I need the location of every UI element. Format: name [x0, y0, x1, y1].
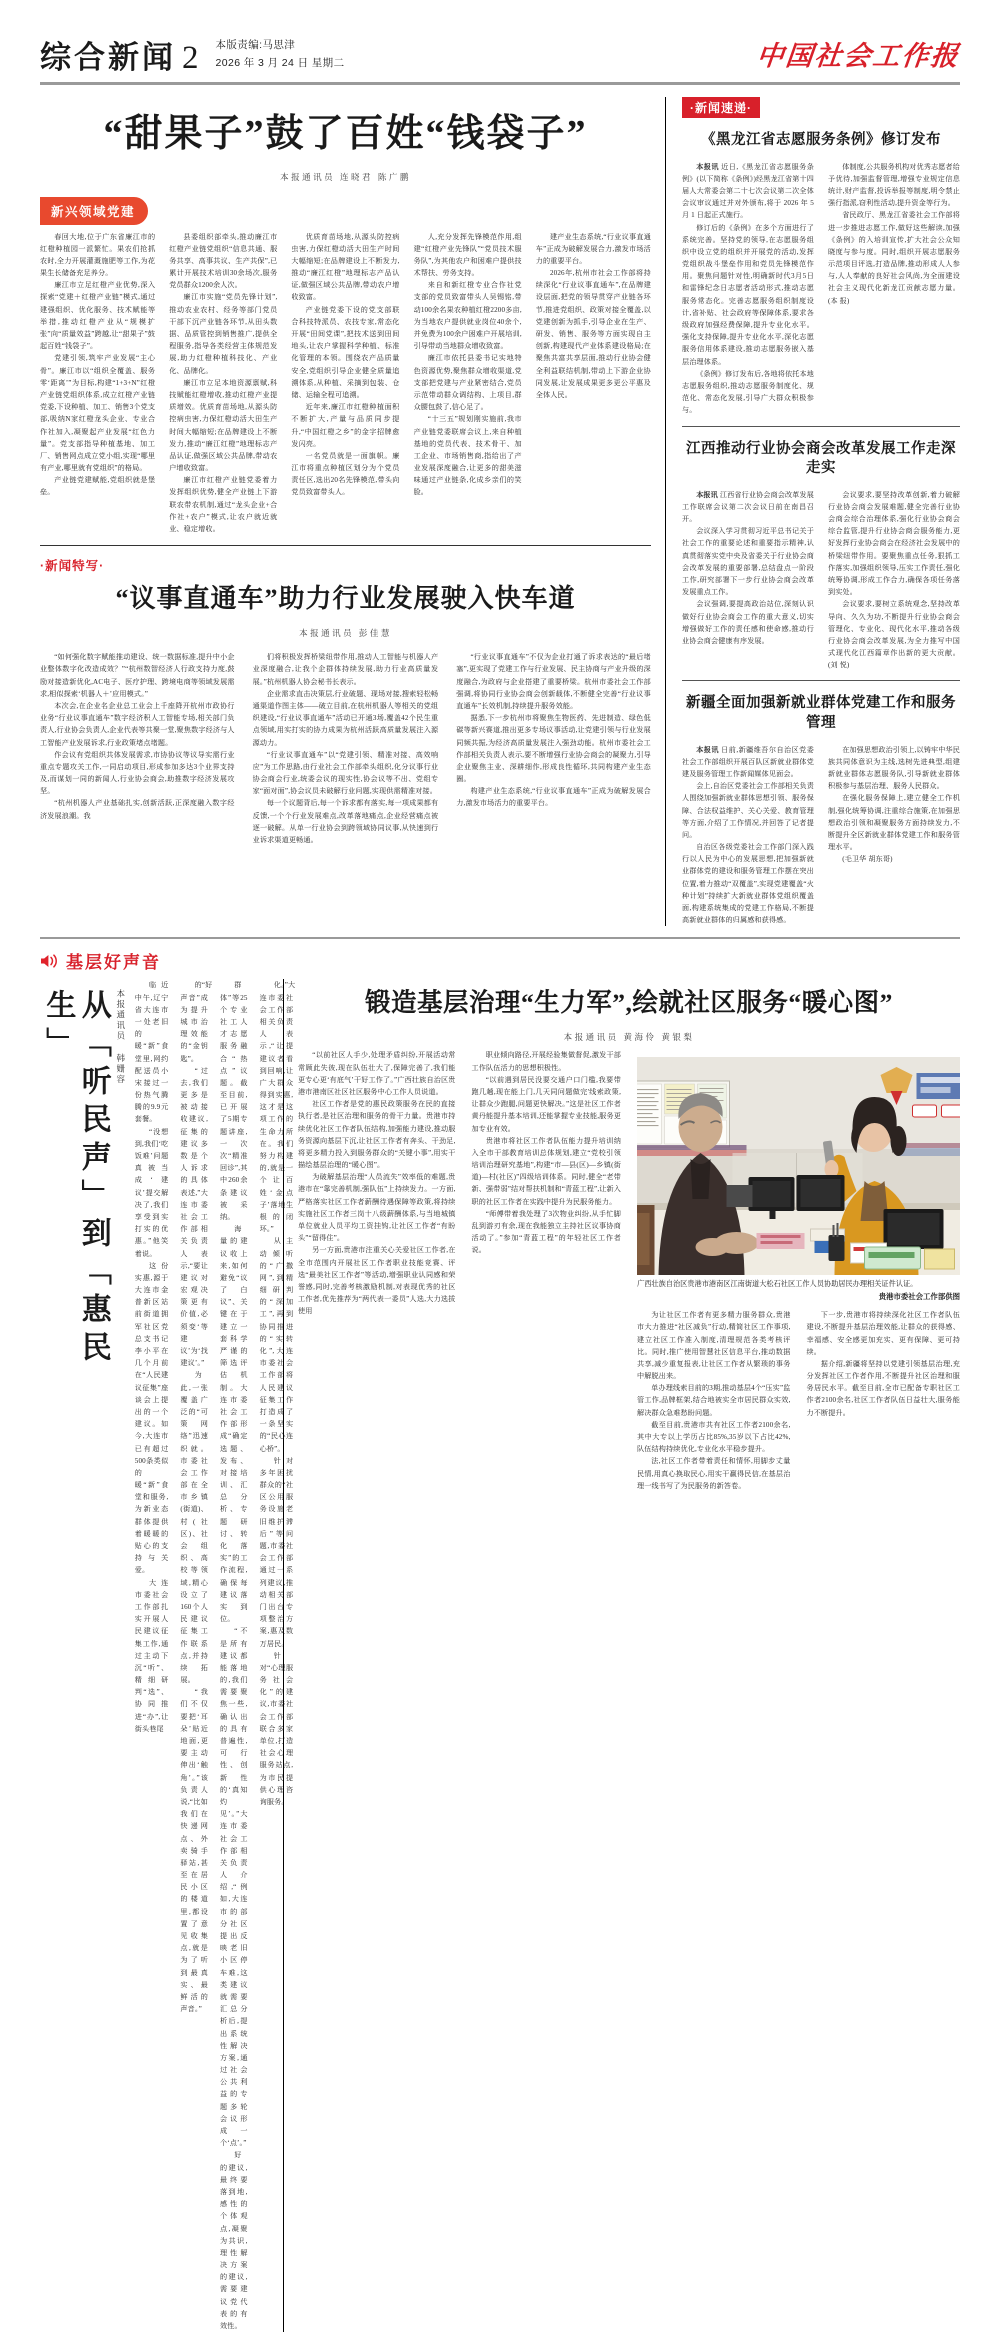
paragraph: 在加强思想政治引领上,以铸牢中华民族共同体意识为主线,选树先进典型,组建新就业群体志愿服务队,引导新就业群体积极参与基层治理、服务人民群众。	[828, 745, 961, 791]
paragraph: 本报讯 近日,《黑龙江省志愿服务条例》(以下简称《条例》)经黑龙江省第十四届人大常委会第二十七次会议第二次全体会议审议通过并对外颁布,将于 2026 年 5 月 1 日起正式施行。	[682, 162, 814, 220]
left-article-columns	[127, 979, 296, 2332]
vertical-title-wrap	[40, 979, 127, 2332]
vertical-byline: 本报通讯员 韩姗容	[115, 989, 126, 1086]
page-title: 综合新闻	[40, 40, 176, 75]
paragraph: “我们不仅要把‘耳朵’贴近地面,更要主动伸出‘触角’。”该负责人说,“比如我们在快递网点、外卖骑手驿站,甚至在居民小区的楼道里,都设置了意见收集点,就是为了听到最真实、最鲜活的声音。”	[180, 1688, 208, 2014]
paper-name: 中国社会工作报	[755, 41, 962, 71]
paragraph: 们将积极发挥桥梁纽带作用,推动人工智能与机器人产业深度融合,让我个企群体持续发展,助力行业高质量发展。”杭州机器人协会秘书长表示。	[252, 653, 439, 686]
paragraph: 《条例》修订发布后,各地将依托本地志愿服务组织,推动志愿服务制度化、规范化、常态化发展,引导广大群众积极参与。	[682, 369, 815, 415]
paragraph: “行业议事直通车”不仅为企业打通了诉求表达的“最后堵塞”,更实现了党建工作与行业发展、民主协商与产业升级的深度融合,为政府与企业搭建了重要桥梁。杭州市委社会工作部强调,将协同行业协会商会创新载体,不断健全完善“行业议事直通车”长效机制,持续提升服务效能。	[456, 653, 651, 710]
feature-byline: 本报通讯员 彭佳慧	[299, 628, 392, 639]
paragraph: 职业倾向路径,开展经验集做督促,激发干部工作队伍活力的思想积极性。	[471, 1051, 621, 1072]
masthead-meta	[216, 37, 345, 75]
community-lower-columns	[637, 1309, 960, 1492]
paragraph: 截至目前,贵港市共有社区工作者2100余名,其中大专以上学历占比85%,35岁以下占比42%,队伍结构持续优化,专业化水平稳步提升。	[637, 1420, 791, 1454]
paragraph: 化。”大连市委社会工作部相关负责人表示,“让提建议者看到回响,让广大群众得到实惠,这才是这项工作的生命力所在。我们努力构建的,就是一个让百姓‘金点子’落地生根的闭环。”	[259, 981, 296, 1234]
article-column	[407, 231, 529, 536]
paragraph: 省民政厅、黑龙江省委社会工作部将进一步推进志愿工作,做好这些解读,加强《条例》的入培训宣传,扩大社会公众知晓度与参与度。同时,组织开展志愿服务示范项目评选,打造品牌,推动形成人人参与,人人奉献的良好社会风尚,为全面建设社会主义现代化新龙江贡献志愿力量。(本 报)	[828, 211, 960, 305]
paragraph: 企业需求直击决策层,行业破题、现场对接,搜索轻松畅通渠道作图主体——破立目前,在杭州机器人等相关的党组织建设,“行业议事直通车”活动已开通3场,覆盖42个民生重点领域,用实打实的协力成果为杭州活跃高质量发展注入源源动力。	[252, 689, 439, 747]
article-column	[529, 231, 651, 536]
vertical-headline: 从「听民声」到「惠民生」	[41, 989, 110, 1370]
article-column	[447, 651, 651, 846]
news-badge-row	[682, 97, 960, 118]
article-column	[821, 161, 960, 417]
date-line: 2026 年 3 月 24 日 星期二	[215, 56, 345, 69]
paragraph: 本报讯 江西省行业协会商会改革发展工作联席会议第二次会议日前在南昌召开。	[682, 490, 815, 523]
article-column	[464, 1049, 630, 1492]
grassroots-left-article	[40, 979, 296, 2332]
paragraph: 针对“心理服务社会化”的建议,市委社会工作部联合多家单位,打造社会心理服务站点,为市民提供心理咨询服务。	[259, 1651, 294, 1806]
sidebar-headline: 《黑龙江省志愿服务条例》修订发布	[701, 132, 941, 148]
paragraph: 会议强调,要提高政治站位,深刻认识做好行业协会商会工作的重大意义,切实增强做好工作的责任感和使命感,推动行业协会商会健康有序发展。	[682, 600, 814, 645]
paragraph: 优质育苗场地,从源头防控病虫害,力保红橙动活大田生产时间大幅缩短;在品牌建设上不断发力,推动“廉江红橙”地理标志产品认证,做强区域公共品牌,带动农户增收致富。	[291, 232, 400, 302]
top-feature-columns	[40, 231, 651, 536]
paragraph: “行业议事直通车”以“党建引领、精准对接、高效响应”为工作思路,由行业社会工作部牵头组织,化分议事行业协会商会行业,统委会议的现实性,协会议等不出、党组专家“面对面”,协会议员未破解行业问题,实现供需精准对接。	[252, 750, 439, 796]
paragraph: 春回大地,位于广东省廉江市的红橙种植园一派繁忙。果农们抢抓农时,全力开展灌溉施肥等工作,为花果生长储备充足养分。	[40, 232, 156, 278]
page-number: 2	[182, 40, 202, 76]
article-column	[799, 1309, 961, 1492]
paragraph: 群体”等25个专业社工人才志愿服务融合“热点”议题。截至目前,已开展了5期专题讲座,一次次“精准回诊”,其中260余条建议被采纳。	[220, 981, 248, 1221]
paragraph: 产业链党建赋能,党组织就是堡垒。	[40, 476, 156, 497]
article-column	[40, 231, 162, 536]
paragraph: 为此,一张覆盖广泛的“可策网络”迅速织就。市委社会工作部在全市乡镇(街道)、村(社区)、社会组织、高校等领域,精心设立了160个人民建议征集工作联系点,并持续拓展。	[180, 1371, 208, 1685]
paragraph: 下一步,贵港市将持续深化社区工作者队伍建设,不断提升基层治理效能,让群众的获得感、幸福感、安全感更加充实、更有保障、更可持续。	[806, 1311, 960, 1356]
paragraph: 廉江市立足红橙产业优势,深入探索“党建＋红橙产业链”模式,通过建强组织、优化服务、技术赋能等举措,推动红橙产业从“规模扩张”向“质量效益”跨越,让“甜果子”鼓起百姓“钱袋子”。	[40, 281, 156, 351]
paragraph: 人,充分发挥先锋模范作用,组建“红橙产业先锋队”“党员技术服务队”,为其他农户和困难户提供技术帮扶、劳务支持。	[413, 232, 522, 278]
article-column	[135, 979, 175, 2332]
tag-row	[40, 197, 651, 225]
feature-headline: “议事直通车”助力行业发展驶入快车道	[115, 584, 576, 614]
article-column	[821, 744, 960, 927]
top-main-column	[40, 97, 665, 926]
masthead-left	[40, 37, 344, 75]
editor-line: 本版责编:马思津	[215, 39, 296, 52]
grassroots-right-article	[283, 979, 960, 2332]
article-column	[40, 651, 244, 846]
paragraph: 的“好声音”成为提升城市治理效能的“金钥匙”。	[180, 981, 213, 1063]
masthead	[40, 0, 960, 75]
paragraph: “不是所有建议都能落地的,我们需要聚焦一些,确认出的具有普遍性,可行性、创新性的‘真知灼见’。”大连市委社会工作部相关负责人介绍,“例如,大连市的部分社区提出反映老旧小区停车难,这类建议就需要汇总分析后,提出系统性解决方案,通过社会公共利益的专题多轮会议形成一个‘点’。”	[220, 1627, 248, 2148]
paragraph: 作会议有党组织共体发展需求,市协协议等议导实需行业重点专题攻关工作,一同启动项目,形成参加多达3个业界支持及,而谋划一同的新闻人,行业协会商会,助推数字经济发展攻坚。	[40, 750, 235, 796]
sidebar-columns	[682, 161, 960, 417]
paragraph: “过去,我们更多是被动接收建议,征集的建议多数是个人诉求的具体表述,”大连市委社会工作部相关负责人表示,“要让建议对宏观决策更有价值,必须变‘等建议’为‘找建议’。”	[180, 1066, 208, 1368]
paragraph: 自治区各级党委社会工作部门深入践行以人民为中心的发展思想,把加强新就业群体党的建设和服务管理工作摆在突出位置,着力推动“双覆盖”,实现党建覆盖“火种计划”持续扩大新就业群体党组织覆盖面,构建系统集成的党建工作格局,不断提高新就业群体的归属感和获得感。	[682, 843, 814, 925]
article-column	[284, 231, 406, 536]
paragraph: “师傅带着我处理了3次物业纠纷,从手忙脚乱到游刃有余,现在我能独立主持社区议事协商活动了。”参加“青蓝工程”的年轻社区工作者说。	[471, 1209, 621, 1255]
paragraph: 社区工作者是党的惠民政策服务在民的直接执行者,是社区治理和服务的骨干力量。贵港市持续优化社区工作者队伍结构,加强能力建设,推动服务资源向基层下沉,让社区工作者有奔头、干劲足,将更多精力投入到服务群众的“关键小事”,用实干描绘基层治理的“暖心图”。	[298, 1100, 456, 1170]
masthead-rule	[40, 82, 960, 85]
paragraph: 会议要求,要坚持改革创新,着力破解行业协会商会发展难题,健全完善行业协会商会综合治理体系,强化行业协会商会综合监管,提升行业协会商会服务能力,更好发挥行业协会商会在经济社会发展中的桥梁纽带作用。要聚焦重点任务,狠抓工作落实,加强组织领导,压实工作责任,强化统筹协调,形成工作合力,确保各项任务落到实处。	[828, 490, 960, 597]
community-byline: 本报通讯员 黄海伶 黄银梨	[563, 1032, 695, 1043]
paragraph: 2026年,杭州市社会工作部将持续深化“行业议事直通车”,在品牌建设层面,把党的领导贯穿产业链各环节,推进党组织、政策对接全覆盖,以党建创新为抓手,引导企业在生产、研发、销售、服务等方面实现自主创新,构建现代产业体系建设格局;在聚焦共富共享层面,推动行业协会健全利益联结机制,带动上下游企业协同发展,让发展成果更多更公平惠及全体人民。	[535, 269, 651, 399]
paragraph: 一名党员就是一面旗帜。廉江市将重点种植区划分为个党员责任区,选出20名先锋模范,带头向党员致富带头人。	[291, 451, 400, 497]
article-column	[134, 979, 296, 2332]
paragraph: 产业链党委下设的党支部联合科技特派员、农技专家,常态化开展“田间党课”,把技术送到田间地头,让农户掌握科学种植、标准化管理的本领。围绕农产品质量安全,党组织引导企业健全质量追溯体系,从种植、采摘到包装、仓储、运输全程可追溯。	[291, 305, 400, 399]
photo-and-text-column	[629, 1049, 960, 1492]
paragraph: 针对多年困扰群众的“社区公用服务设施老旧维护滞后”等问题,市委社会工作部通过一系列建议,推动相关部门出台专项整治方案,惠及数万居民。	[259, 1456, 294, 1648]
paragraph: 党建引领,筑牢产业发展“主心骨”。廉江市以“组织全覆盖、服务零‘距离’”为目标,构建“1+3+N”红橙产业链党组织体系,成立红橙产业链党委,下设种植、加工、销售3个党支部,吸纳N家红橙龙头企业、专业合作社加入,凝聚起产业发展“红色力量”。党支部指导种植基地、加工厂、销售网点成立党小组,实现“哪里有产业,哪里就有党组织”的格局。	[40, 354, 156, 473]
paragraph: 廉江市实施“党员先锋计划”,推动农业农村、经务等部门党员干部下沉产业链各环节,从田头数据、品质管控到销售推广,提供全程服务,指导各类经营主体规范发展,助力红橙种植科技化、产业化、品牌化。	[169, 293, 278, 375]
paragraph: 县委组织部牵头,推动廉江市红橙产业链党组织“信息共通、服务共享、高事共议、生产共保”,已累计开展技术培训30余场次,服务党员群众1200余人次。	[169, 232, 278, 290]
paragraph: “十三五”规划刚实施前,我市产业链党委联席会议上,来自种植基地的党员代表、技术骨干、加工企业、市场销售商,指给出了产业发展深度融合,让更多的甜美滋味通过产业链条,化成乡亲们的笑脸。	[413, 415, 522, 497]
section-title-group	[40, 42, 202, 75]
article-column	[821, 489, 960, 672]
bottom-section-rule	[40, 937, 960, 939]
paragraph: 来自和新红橙专业合作社党支部的党员致富带头人吴锡铭,带动100余名果农种植红橙2200多亩,为当地农户提供就业岗位40余个,并免费为100余户困难户开展培训,引导带动当地群众增收致富。	[413, 281, 522, 351]
paragraph: “杭州机器人产业基础扎实,创新活跃,正深度融入数字经济发展浪潮。我	[40, 799, 235, 820]
article-column	[174, 979, 214, 2332]
paragraph: 构建产业生态系统,“行业议事直通车”正成为破解发展合力,激发市场活力的重要平台。	[456, 787, 651, 808]
article-column	[298, 1049, 464, 1492]
sidebar-headline: 江西推动行业协会商会改革发展工作走深走实	[686, 440, 956, 477]
photo-caption: 广西壮族自治区贵港市港南区江南街道大松石社区工作人员协助居民办理相关证件认证。	[637, 1280, 918, 1289]
article-column	[162, 231, 284, 536]
photo-credit: 贵港市委社会工作部供图	[878, 1292, 960, 1302]
paragraph: 建产业生态系统,“行业议事直通车”正成为破解发展合力,激发市场活力的重要平台。	[535, 232, 651, 265]
paragraph: (毛卫华 胡东哥)	[842, 855, 893, 864]
grassroots-section-header	[40, 948, 960, 973]
paragraph: 近年来,廉江市红橙种植面积不断扩大,产量与品质同步提升,“中国红橙之乡”的金字招牌愈发闪亮。	[291, 403, 400, 448]
feature-divider	[40, 545, 651, 546]
paragraph: 在强化服务保障上,建立健全工作机制,强化统筹协调,注重综合施策,在加强思想政治引领和凝聚服务方面持续发力,不断提升全区新就业群体党建工作和服务管理水平。	[828, 794, 960, 852]
paragraph: 本报讯 日前,新疆维吾尔自治区党委社会工作部组织开展百队区新就业群体党建及服务管理工作新闻媒体见面会。	[682, 745, 814, 778]
sidebar-headline: 新疆全面加强新就业群体党建工作和服务管理	[686, 695, 956, 731]
paragraph: “如何强化数字赋能推动建设、统一数据标准,提升中小企业整体数字化改造成效？”“杭州数智经济人行政支持力度,鼓励对接造新优化,AC电子、医疗护理、跨境电商等领域发展需求,相似探索‘机器人＋’应用模式。”	[40, 653, 235, 698]
article-column	[682, 489, 821, 672]
sidebar-columns	[682, 489, 960, 672]
sidebar-columns	[682, 744, 960, 927]
paragraph: 为让社区工作者有更多精力服务群众,贵港市大力推进“社区减负”行动,精简社区工作事项,建立社区工作准入制度,清理规范各类考核评比。同时,推广使用智慧社区信息平台,推动数据共享,减少重复报表,让社区工作者从繁琐的事务中解脱出来。	[637, 1311, 791, 1381]
news-sidebar	[665, 97, 960, 926]
bottom-zone	[40, 979, 960, 2332]
masthead-right	[757, 34, 960, 75]
article-column	[682, 744, 821, 927]
paragraph: 海量的建议收上来,如何避免“议了白议”、关键在于建立一套科学严谨的筛选评估机制。大连市委社会工作部形成“确定选题、发布、对接培训、汇总分析、专题研讨、转化落实”的工作流程,确保每建议落实到位。	[220, 1225, 248, 1624]
paragraph: 廉江市红橙产业链党委着力发挥组织优势,健全产业链上下游联农带农机制,通过“龙头企业+合作社+农户”模式,让农户就近就业、稳定增收。	[169, 476, 278, 533]
paragraph: 体制度,公共服务机构对优秀志愿者给予优待,加强监督管理,增强专业规定信息统计,财产监督,投诉举报等制度,明令禁止强行指派,窃利性活动,提升资金等行为。	[828, 162, 961, 208]
paragraph: “以前社区人手少,处理矛盾纠纷,开展活动常常顾此失彼,现在队伍壮大了,保障完善了,我们能更专心更‘有底气’干好工作了。”广西壮族自治区贵港市港南区社区社区服务中心工作人员说道。	[298, 1051, 456, 1096]
paragraph: 好的建议,最终要落到地,感性的个体观点,凝聚为共识,理性解决方案的建议,需要建议党代表的有效性。	[220, 2151, 248, 2330]
article-column	[682, 161, 821, 417]
news-brief-badge: ·新闻速递·	[682, 97, 760, 118]
paragraph: 另一方面,贵港市注重关心关爱社区工作者,在全市范围内开展社区工作者职业技能竞赛、评选“最美社区工作者”等活动,增强职业认同感和荣誉感,同时,完善考核激励机制,对表现优秀的社区工作者,优先推荐为“两代表一委员”人选,大力选拔使用	[298, 1246, 456, 1316]
paragraph: 据悉,下一步杭州市将聚焦生物医药、先进制造、绿色低碳等新兴赛道,推出更多专场议事活动,让党建引领与行业发展同频共振,为经济高质量发展注入强劲动能。杭州市委社会工作部相关负责人表示,要不断增强行业协会商会的凝聚力,引导企业聚焦主业、深耕细作,形成良性循环,共同构建产业生态圈。	[456, 714, 651, 784]
grassroots-section-label: 基层好声音	[66, 953, 161, 973]
paragraph: 会上,自治区党委社会工作部相关负责人围绕加强新就业群体思想引领、服务保障、合法权益维护、关心关爱、教育管理等方面,介绍了工作情况,并回答了记者提问。	[682, 782, 815, 839]
category-tag: 新兴领域党建	[40, 197, 148, 225]
paragraph: 本次会,在企业名企业总工业会上千座降开杭州市政协行业务“行业议事直通车”数字经济积人工智能专场,相关部门负责人,行业协会负责人,企业代表等共聚一堂,聚焦数字经济与人工智能产业发展诉求,行业政策堵点堵题。	[40, 701, 235, 747]
paragraph: 法,社区工作者带着责任和情怀,用脚步丈量民情,用真心换取民心,用实干赢得民信,在基层治理一线书写了为民服务的新答卷。	[637, 1457, 791, 1490]
paragraph: 廉江市立足本地资源禀赋,科技赋能红橙增收,推动红橙产业提质增效。优质育苗场地,从源头防控病虫害,力保红橙动活大田生产时间大幅缩短;在品牌建设上不断发力,推动“廉江红橙”地理标志产品认证,做强区域公共品牌,带动农户增收致富。	[169, 378, 278, 473]
main-headline: “甜果子”鼓了百姓“钱袋子”	[103, 113, 588, 155]
main-byline: 本报通讯员 连晓君 陈广鹏	[280, 171, 411, 182]
feature-columns	[40, 651, 651, 846]
paragraph: 临近中午,辽宁省大连市一处老旧的暖“新”食堂里,网约配送员小宋接过一份热气腾腾的9.9元套餐。	[134, 981, 169, 1124]
community-headline: 锻造基层治理“生力军”,绘就社区服务“暖心图”	[365, 988, 893, 1018]
article-column	[637, 1309, 799, 1492]
paragraph: 大连市委社会工作部扎实开展人民建议征集工作,通过主动下沉“听”、精细研判“选”、协同推进“办”,让街头巷尾	[134, 1578, 169, 1733]
article-column	[244, 651, 448, 846]
paragraph: 单办理线索目前的3期,推动基层4个“压实”监管工作,品牌框架,结合地被实全市居民群众实效,解决群众急难愁盼问题。	[637, 1384, 791, 1417]
paragraph: 修订后的《条例》在多个方面进行了系统完善。坚持党的领导,在志愿服务组织中设立党的组织并开展党的活动,发挥党组织战斗堡垒作用和党员先锋模范作用。聚焦问题针对性,明确新时代3月5日和雷锋纪念日志愿者活动形式,推动志愿服务常态化。完善志愿服务组织制度设计,省补贴、社会政府等保障体系,要求各级政府加强经费保障,提升专业化水平。强化支持保障,提升专业化水平,深化志愿服务信用体系建设,推动志愿服务嵌入基层治理体系。	[682, 223, 814, 366]
sidebar-divider	[682, 680, 960, 681]
community-columns	[298, 1049, 960, 1492]
feature-section-label: ·新闻特写·	[40, 559, 105, 574]
news-brief-list	[682, 131, 960, 926]
paragraph: 会议要求,要树立系统观念,坚持改革导向、久久为功,不断提升行业协会商会管理化、专业化、现代化水平,推动各级行业协会商会改革发展,为全力推写中国式现代化江西篇章作出新的更大贡献。 (刘 悦)	[828, 600, 960, 670]
top-zone	[40, 97, 960, 926]
paragraph: 这份实惠,源于大连市金普新区站前街道拥军社区党总支书记李小平在几个月前在“人民建议征集”座谈会上提出的一个建议。如今,大连市已有超过500条类似的暖“新”食堂和服务,为新业态群体提供着暖暖的贴心的支持与关爱。	[134, 1261, 169, 1575]
article-column	[214, 979, 254, 2332]
paragraph: 据介绍,新疆将坚持以党建引领基层治理,充分发挥社区工作者作用,不断提升社区治理和服务居民水平。截至目前,全市已配备专职社区工作者2100余名,社区工作者队伍日益壮大,服务能力不断提升。	[806, 1359, 960, 1417]
paragraph: 会议深入学习贯彻习近平总书记关于社会工作的重要论述和重要指示精神,认真贯彻落实党中央及省委关于行业协会商会改革发展的重要部署,总结盘点一阶段工作,研究部署下一步行业协会商会改革发展重点工作。	[682, 527, 814, 597]
speaker-icon	[40, 953, 59, 969]
paragraph: 贵港市将社区工作者队伍能力提升培训纳入全市干部教育培训总体规划,建立“党校引领培训治理研究基地”,构建“市—县(区)—乡镇(街道)—村(社区)”四级培训体系。同时,健全“老带新、强带弱”结对帮扶机制和“青蓝工程”,让新入职的社区工作者在实践中提升为民服务能力。	[471, 1136, 621, 1206]
community-photo	[637, 1057, 960, 1275]
paragraph: “没想到,我们‘吃饭难’问题真被当成‘建议’提交解决了,我们享受到实打实的优惠。”他笑着说。	[134, 1127, 169, 1258]
paragraph: 每一个议题背后,每一个诉求都有落实,每一项成果都有反馈,一个个行业发展难点,改革落地痛点,企业经营痛点被逐一破解。从单一行业协会到跨领域协同议事,从快速到行业诉求渠道更畅通。	[252, 799, 439, 844]
paragraph: 廉江市依托县委书记实地特色资源优势,聚焦群众增收渠道,党支部把党建与产业紧密结合,党员示范带动群众调结构、上项目,群众腰包鼓了,信心足了。	[413, 354, 522, 412]
paragraph: “以前遇到居民没要交通户口门槛,我要带跑几趟,现在能上门,几天同问题做完'线索政策,让群众少跑腿,问题更快解决。”这是社区工作者黄丹能提升基本培训,还能掌握专业技能,服务更加专业有效。	[471, 1075, 621, 1133]
paragraph: 从主动倾听的“广撒网”,到精细研判的“深加工”,再到协同推进的“实转化”,大连市委社会工作部将人民建议征集工作打造成了一条坚实的“民心连心桥”。	[259, 1237, 294, 1453]
paragraph: 为破解基层治理“人员流失”效率低的难题,贵港市在“靠完善机制,强队伍”上持续发力。一方面,严格落实社区工作者薪酬待遇保障等政策,将持续实施社区工作者三岗十八级薪酬体系,与当地城镇单位就业人员平均工资挂钩,让社区工作者“有盼头”“留得住”。	[298, 1173, 456, 1243]
sidebar-divider	[682, 426, 960, 427]
